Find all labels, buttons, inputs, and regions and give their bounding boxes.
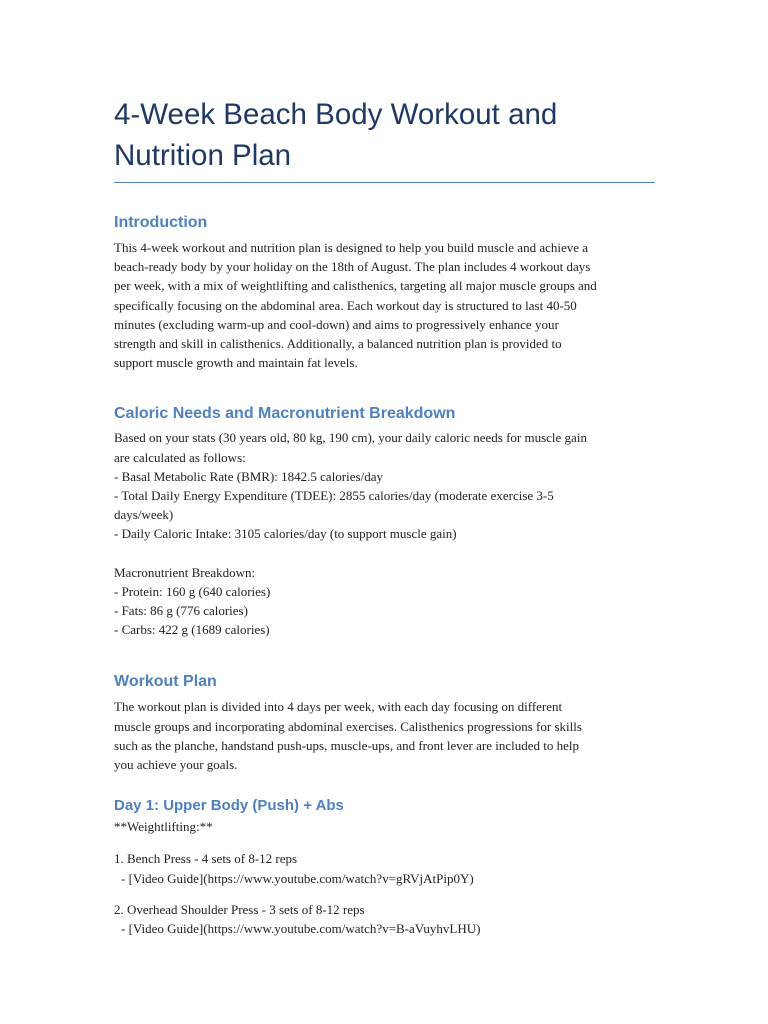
text-line: Macronutrient Breakdown: <box>114 564 256 580</box>
text-line: - Daily Caloric Intake: 3105 calories/day (to support muscle gain) <box>114 526 457 542</box>
exercise-name: 1. Bench Press - 4 sets of 8-12 reps <box>114 851 298 867</box>
workout-plan-paragraph <box>114 697 659 774</box>
caloric-needs-paragraph <box>114 428 659 543</box>
text-line: muscle groups and incorporating abdominal exercises. Calisthenics progressions for skills <box>114 718 582 734</box>
section-heading-introduction: Introduction <box>114 214 208 231</box>
text-line: strength and skill in calisthenics. Additionally, a balanced nutrition plan is provided to <box>114 336 562 352</box>
text-line: - Total Daily Energy Expenditure (TDEE): 2855 calories/day (moderate exercise 3-5 <box>114 488 554 504</box>
video-guide-link: - [Video Guide](https://www.youtube.com/watch?v=gRVjAtPip0Y) <box>121 870 474 886</box>
text-line: - Fats: 86 g (776 calories) <box>114 603 248 619</box>
document-title <box>114 0 655 183</box>
text-line: - Protein: 160 g (640 calories) <box>114 583 271 599</box>
text-line: you achieve your goals. <box>114 757 238 773</box>
exercise-item <box>114 900 659 938</box>
exercise-item <box>114 849 659 887</box>
document-page <box>114 0 659 938</box>
text-line: such as the planche, handstand push-ups, muscle-ups, and front lever are included to help <box>114 737 579 753</box>
title-line: Nutrition Plan <box>114 139 292 172</box>
introduction-paragraph <box>114 238 659 372</box>
text-line: specifically focusing on the abdominal area. Each workout day is structured to last 40-50 <box>114 297 577 313</box>
text-line: - Carbs: 422 g (1689 calories) <box>114 622 270 638</box>
exercise-name: 2. Overhead Shoulder Press - 3 sets of 8-12 reps <box>114 901 365 917</box>
video-guide-link: - [Video Guide](https://www.youtube.com/watch?v=B-aVuyhvLHU) <box>121 921 481 937</box>
text-line: per week, with a mix of weightlifting and calisthenics, targeting all major muscle groups and <box>114 278 597 294</box>
macronutrient-breakdown <box>114 563 659 640</box>
text-line: This 4-week workout and nutrition plan is designed to help you build muscle and achieve a <box>114 240 589 255</box>
text-line: Based on your stats (30 years old, 80 kg, 190 cm), your daily caloric needs for muscle gain <box>114 430 587 446</box>
subsection-heading-day-1: Day 1: Upper Body (Push) + Abs <box>114 797 344 815</box>
text-line: The workout plan is divided into 4 days per week, with each day focusing on different <box>114 699 563 715</box>
title-line: 4-Week Beach Body Workout and <box>114 98 558 131</box>
section-heading-caloric-needs: Caloric Needs and Macronutrient Breakdown <box>114 405 456 423</box>
text-line: support muscle growth and maintain fat levels. <box>114 355 358 371</box>
text-line: are calculated as follows: <box>114 449 246 465</box>
weightlifting-label: **Weightlifting:** <box>114 819 213 835</box>
section-heading-workout-plan: Workout Plan <box>114 673 217 691</box>
text-line: days/week) <box>114 507 174 523</box>
text-line: beach-ready body by your holiday on the 18th of August. The plan includes 4 workout days <box>114 259 591 275</box>
text-line: - Basal Metabolic Rate (BMR): 1842.5 calories/day <box>114 468 383 484</box>
text-line: minutes (excluding warm-up and cool-down) and aims to progressively enhance your <box>114 316 559 332</box>
